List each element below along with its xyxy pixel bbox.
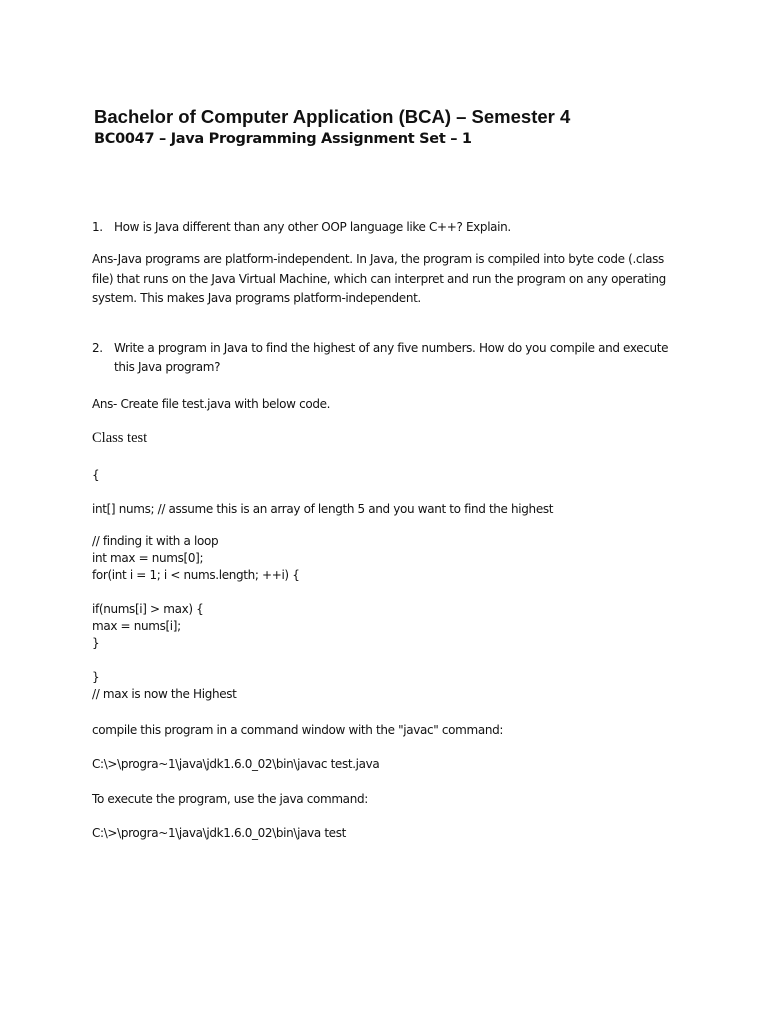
question-2-text-line1: Write a program in Java to find the highest of any five numbers. How do you compile and execute [114, 341, 669, 355]
question-1 [92, 218, 511, 237]
code-block-loop [92, 533, 300, 584]
code-block-end [92, 669, 237, 703]
code-line: int max = nums[0]; [92, 551, 204, 565]
answer-1-line: Ans-Java programs are platform-independent. In Java, the program is compiled into byte code (.class [92, 252, 664, 266]
code-class-line: Class test [92, 430, 148, 446]
code-block-if [92, 601, 203, 652]
execute-command: C:\>\progra~1\java\jdk1.6.0_02\bin\java test [92, 826, 346, 840]
question-2-text-line2: this Java program? [114, 360, 221, 374]
code-line: } [92, 670, 100, 684]
answer-1 [92, 250, 682, 309]
code-line: // max is now the Highest [92, 687, 237, 701]
code-line: if(nums[i] > max) { [92, 602, 204, 616]
answer-2-intro: Ans- Create file test.java with below code. [92, 397, 331, 411]
code-line: for(int i = 1; i < nums.length; ++i) { [92, 568, 300, 582]
document-subtitle: BC0047 – Java Programming Assignment Set – 1 [94, 131, 472, 147]
question-2 [92, 339, 668, 377]
question-2-number: 2. [92, 341, 103, 355]
code-line: max = nums[i]; [92, 619, 181, 633]
document-title: Bachelor of Computer Application (BCA) – Semester 4 [94, 106, 571, 127]
execute-instruction: To execute the program, use the java command: [92, 792, 368, 806]
code-open-brace: { [92, 468, 100, 482]
question-1-text: How is Java different than any other OOP language like C++? Explain. [114, 220, 511, 234]
compile-command: C:\>\progra~1\java\jdk1.6.0_02\bin\javac test.java [92, 757, 380, 771]
question-1-number: 1. [92, 220, 103, 234]
answer-1-line: file) that runs on the Java Virtual Machine, which can interpret and run the program on any operating [92, 271, 666, 286]
code-line: // finding it with a loop [92, 534, 219, 548]
code-declaration-line: int[] nums; // assume this is an array of length 5 and you want to find the highest [92, 502, 554, 516]
code-line: } [92, 636, 100, 650]
answer-1-line: system. This makes Java programs platform-independent. [92, 291, 421, 305]
compile-instruction: compile this program in a command window with the "javac" command: [92, 723, 504, 737]
